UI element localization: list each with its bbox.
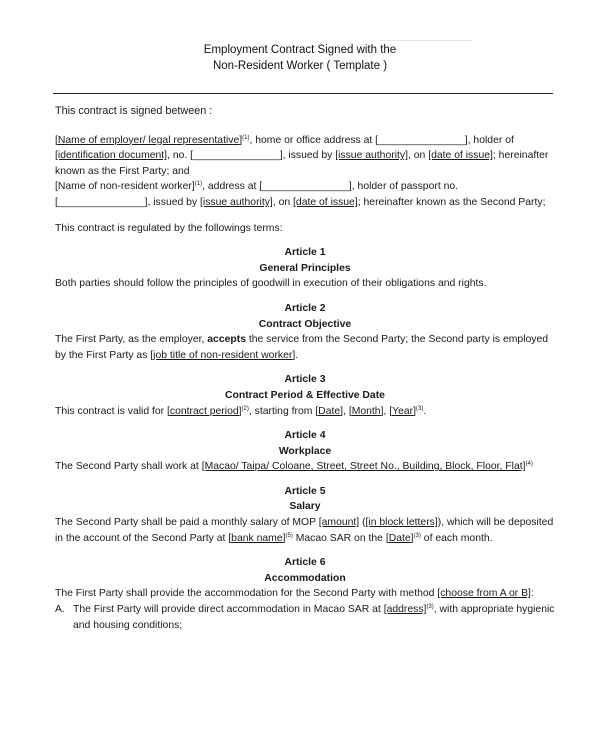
text-run: , on bbox=[272, 196, 294, 208]
footnote-ref: (3) bbox=[416, 405, 424, 412]
text-run: The Second Party shall be paid a monthly salary of MOP bbox=[55, 517, 319, 529]
text-run: . bbox=[423, 405, 427, 417]
article-2-title: Article 2 bbox=[284, 302, 326, 314]
text-run: ( bbox=[359, 517, 366, 529]
date-field: [Date] bbox=[315, 405, 344, 417]
list-item-a bbox=[55, 602, 555, 633]
article-6-text bbox=[55, 586, 555, 602]
month-field: [Month] bbox=[348, 405, 384, 417]
blank-field: _______________ bbox=[378, 134, 465, 146]
footnote-ref: (1) bbox=[242, 134, 250, 141]
article-6-subtitle: Accommodation bbox=[264, 572, 346, 584]
accommodation-method-field: [choose from A or B] bbox=[437, 588, 531, 600]
text-run: ], issued by bbox=[144, 196, 201, 208]
article-4-text bbox=[55, 459, 555, 475]
amount-field: [amount] bbox=[318, 517, 360, 529]
text-run: The First Party shall provide the accommodation for the Second Party with method bbox=[55, 588, 438, 600]
text-run: , starting from bbox=[248, 405, 316, 417]
article-1-subtitle: General Principles bbox=[259, 262, 351, 274]
accommodation-address-field: [address] bbox=[383, 604, 427, 616]
text-run: , home or office address at [ bbox=[249, 134, 379, 146]
footnote-ref: (3) bbox=[413, 532, 421, 539]
title-line-1: Employment Contract Signed with the bbox=[203, 44, 397, 56]
text-run: of each month. bbox=[420, 532, 493, 544]
date-of-issue-field: [date of issue] bbox=[428, 150, 493, 162]
document-title bbox=[0, 42, 600, 74]
party2-paragraph bbox=[55, 179, 555, 210]
party1-paragraph bbox=[55, 133, 555, 180]
worker-name-field: [Name of non-resident worker] bbox=[55, 181, 195, 193]
title-line-2: Non-Resident Worker ( Template ) bbox=[212, 60, 388, 72]
article-5-subtitle: Salary bbox=[289, 501, 321, 513]
accepts-emphasis: accepts bbox=[207, 334, 246, 346]
intro-text: This contract is signed between : bbox=[55, 105, 213, 117]
bank-name-field: [bank name] bbox=[228, 532, 286, 544]
footnote-ref: (3) bbox=[426, 604, 434, 611]
text-run: This contract is valid for bbox=[55, 405, 168, 417]
issue-authority-field: [issue authority] bbox=[200, 196, 273, 208]
text-run: , bbox=[343, 405, 349, 417]
article-5-text bbox=[55, 515, 555, 546]
text-run: The First Party will provide direct accommodation in Macao SAR at bbox=[73, 604, 384, 616]
article-1-title: Article 1 bbox=[284, 247, 326, 259]
article-4-title: Article 4 bbox=[284, 430, 326, 442]
article-5-title: Article 5 bbox=[284, 485, 326, 497]
title-divider bbox=[53, 93, 553, 94]
workplace-address-field: [Macao/ Taipa/ Coloane, Street, Street No., Building, Block, Floor, Flat] bbox=[201, 461, 526, 473]
article-6-title: Article 6 bbox=[284, 557, 326, 569]
payment-date-field: [Date] bbox=[385, 532, 414, 544]
employer-name-field: [Name of employer/ legal representative] bbox=[55, 134, 243, 146]
text-run: ), which will be deposited in the account of the Second Party at bbox=[55, 517, 554, 544]
issue-authority-field: [issue authority] bbox=[335, 150, 408, 162]
text-run: , with appropriate hygienic and housing conditions; bbox=[73, 604, 555, 631]
text-run: , bbox=[383, 405, 390, 417]
blank-field: _______________ bbox=[57, 196, 145, 208]
blank-field: _______________ bbox=[262, 181, 349, 193]
article-3-subtitle: Contract Period & Effective Date bbox=[225, 389, 385, 401]
year-field: [Year] bbox=[389, 405, 417, 417]
text-run: ], holder of bbox=[464, 134, 514, 146]
text-run: , on bbox=[407, 150, 429, 162]
list-label: A. bbox=[55, 604, 65, 616]
footnote-ref: (5) bbox=[285, 532, 293, 539]
article-4-subtitle: Workplace bbox=[278, 445, 332, 457]
id-document-field: [identification document] bbox=[55, 150, 168, 162]
text-run: the service from the Second Party; the Second party is employed by the First Party as bbox=[55, 334, 549, 361]
date-of-issue-field: [date of issue] bbox=[293, 196, 358, 208]
article-1-text: Both parties should follow the principles of goodwill in execution of their obligations and rights. bbox=[55, 278, 487, 290]
text-run: The Second Party shall work at bbox=[55, 461, 202, 473]
text-run: . bbox=[295, 349, 299, 361]
text-run: The First Party, as the employer, bbox=[55, 334, 208, 346]
text-run: ], issued by bbox=[279, 150, 336, 162]
footnote-ref: (4) bbox=[525, 461, 533, 468]
text-run: ; hereinafter known as the Second Party; bbox=[357, 196, 546, 208]
text-run: : bbox=[530, 588, 534, 600]
list-text bbox=[73, 602, 555, 633]
job-title-field: [job title of non-resident worker] bbox=[150, 349, 296, 361]
faint-divider bbox=[380, 40, 472, 41]
document-body bbox=[55, 104, 555, 633]
contract-period-field: [contract period] bbox=[167, 405, 242, 417]
text-run: ], holder of passport no. [ bbox=[55, 181, 459, 208]
block-letters-field: [in block letters] bbox=[365, 517, 438, 529]
text-run: Macao SAR on the bbox=[292, 532, 386, 544]
text-run: , address at [ bbox=[202, 181, 263, 193]
blank-field: _______________ bbox=[193, 150, 280, 162]
regulated-text: This contract is regulated by the followings terms: bbox=[55, 222, 283, 234]
article-3-title: Article 3 bbox=[284, 374, 326, 386]
article-2-text bbox=[55, 332, 555, 363]
footnote-ref: (1) bbox=[194, 181, 203, 188]
text-run: ; hereinafter known as the First Party; and bbox=[55, 150, 549, 177]
article-3-text bbox=[55, 404, 555, 420]
text-run: , no. [ bbox=[167, 150, 194, 162]
footnote-ref: (2) bbox=[241, 405, 249, 412]
article-2-subtitle: Contract Objective bbox=[258, 318, 352, 330]
